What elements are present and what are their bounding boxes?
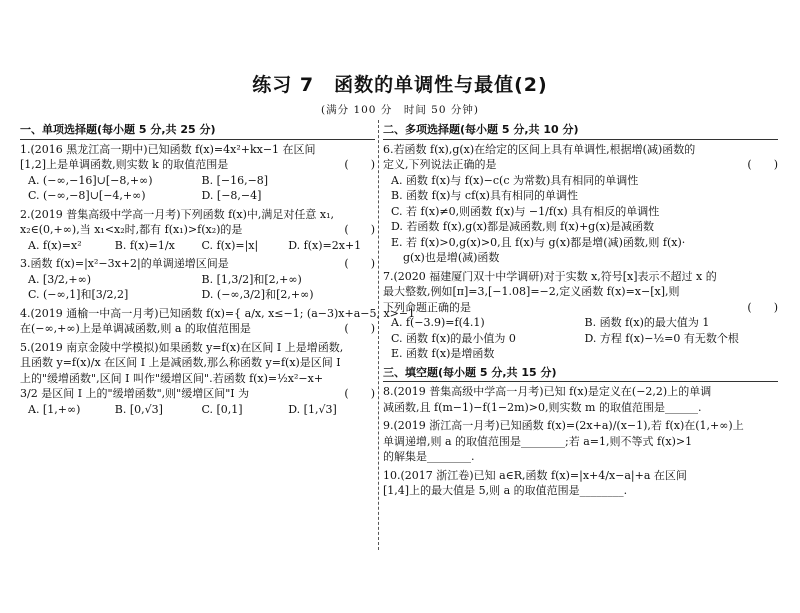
page-subtitle: (满分 100 分 时间 50 分钟) — [321, 104, 479, 116]
question-9: 9.(2019 浙江高一月考)已知函数 f(x)=(2x+a)/(x−1),若 f(x)在(1,+∞)上 单调递增,则 a 的取值范围是________;若 a=1,则不等式 f(x)>1 的解集是________. — [383, 419, 744, 463]
section-multiple-choice: 二、多项选择题(每小题 5 分,共 10 分) — [383, 122, 778, 140]
answer-paren: ( ) — [747, 300, 778, 314]
right-column — [383, 122, 778, 502]
options-row: C. (−∞,−8]∪[−4,+∞) D. [−8,−4] — [28, 189, 262, 202]
column-divider — [378, 120, 379, 550]
answer-paren: ( ) — [344, 387, 375, 400]
answer-paren: ( ) — [344, 257, 375, 270]
question-4: 4.(2019 通榆一中高一月考)已知函数 f(x)={ a/x, x≤−1; (a−3)x+a−5, x>−1 在(−∞,+∞)上是单调减函数,则 a 的取值范围是 ( ) — [20, 306, 416, 335]
question-5: 5.(2019 南京金陵中学模拟)如果函数 y=f(x)在区间 I 上是增函数, 且函数 y=f(x)/x 在区间 I 上是减函数,那么称函数 y=f(x)是区间 I 上的"缓增函数",区间 I 叫作"缓增区间".若函数 f(x)=½x²−x+ 3/2 是区间 I 上的"缓增函数",则"缓增区间"I 为 ( ) A. [1,+∞) B. [0,√3] C. [0,1] D. [1,√3] — [20, 340, 375, 416]
question-3: 3.函数 f(x)=|x²−3x+2|的单调递增区间是 ( ) A. [3/2,+∞) B. [1,3/2]和[2,+∞) C. (−∞,1]和[3/2,2] D. (−∞,3/2]和[2,+∞) — [20, 257, 375, 301]
question-7: 7.(2020 福建厦门双十中学调研)对于实数 x,符号[x]表示不超过 x 的 最大整数,例如[π]=3,[−1.08]=−2,定义函数 f(x)=x−[x],则 下列命题正确的是 ( ) A. f(−3.9)=f(4.1) B. 函数 f(x)的最大值为 1 C. 函数 f(x)的最小值为 0 D. 方程 f(x)−½=0 有无数个根 E. 函数 f(x)是增函数 — [383, 269, 778, 360]
options-row: C. 函数 f(x)的最小值为 0 D. 方程 f(x)−½=0 有无数个根 — [391, 331, 739, 345]
page-title: 练习 7 函数的单调性与最值(2) — [252, 74, 548, 96]
options-row: C. (−∞,1]和[3/2,2] D. (−∞,3/2]和[2,+∞) — [28, 288, 314, 301]
options-row: A. (−∞,−16]∪[−8,+∞) B. [−16,−8] — [28, 173, 269, 187]
question-2: 2.(2019 普集高级中学高一月考)下列函数 f(x)中,满足对任意 x₁, x₂∈(0,+∞),当 x₁<x₂时,都有 f(x₁)>f(x₂)的是 ( ) A. f(x)=x² B. f(x)=1/x C. f(x)=|x| D. f(x)=2x+1 — [20, 207, 375, 252]
section-single-choice: 一、单项选择题(每小题 5 分,共 25 分) — [20, 122, 375, 140]
question-8: 8.(2019 普集高级中学高一月考)已知 f(x)是定义在(−2,2)上的单调 减函数,且 f(m−1)−f(1−2m)>0,则实数 m 的取值范围是______. — [383, 385, 712, 414]
options-row: A. [1,+∞) B. [0,√3] C. [0,1] D. [1,√3] — [28, 402, 337, 416]
section-fill-in: 三、填空题(每小题 5 分,共 15 分) — [383, 365, 778, 383]
options-row: A. f(x)=x² B. f(x)=1/x C. f(x)=|x| D. f(x)=2x+1 — [28, 238, 362, 252]
answer-paren: ( ) — [344, 158, 375, 171]
answer-paren: ( ) — [344, 223, 375, 236]
left-column — [20, 122, 416, 420]
options-row: A. f(−3.9)=f(4.1) B. 函数 f(x)的最大值为 1 — [391, 316, 710, 329]
answer-paren: ( ) — [344, 322, 375, 335]
question-6: 6.若函数 f(x),g(x)在给定的区间上具有单调性,根据增(减)函数的 定义,下列说法正确的是 ( ) A. 函数 f(x)与 f(x)−c(c 为常数)具有相同的单调性 B. 函数 f(x)与 cf(x)具有相同的单调性 C. 若 f(x)≠0,则函数 f(x)与 −1/f(x) 具有相反的单调性 D. 若函数 f(x),g(x)都是减函数,则 f(x)+g(x)是减函数 E. 若 f(x)>0,g(x)>0,且 f(x)与 g(x)都是增(减)函数,则 f(x)· g(x)也是增(减)函数 — [383, 142, 778, 264]
question-1: 1.(2016 黑龙江高一期中)已知函数 f(x)=4x²+kx−1 在区间 [1,2]上是单调函数,则实数 k 的取值范围是 ( ) A. (−∞,−16]∪[−8,+∞) B. [−16,−8] C. (−∞,−8]∪[−4,+∞) D. [−8,−4] — [20, 142, 375, 202]
question-10: 10.(2017 浙江卷)已知 a∈R,函数 f(x)=|x+4/x−a|+a 在区间 [1,4]上的最大值是 5,则 a 的取值范围是________. — [383, 468, 687, 497]
answer-paren: ( ) — [747, 158, 778, 171]
options-row: A. [3/2,+∞) B. [1,3/2]和[2,+∞) — [28, 272, 302, 286]
